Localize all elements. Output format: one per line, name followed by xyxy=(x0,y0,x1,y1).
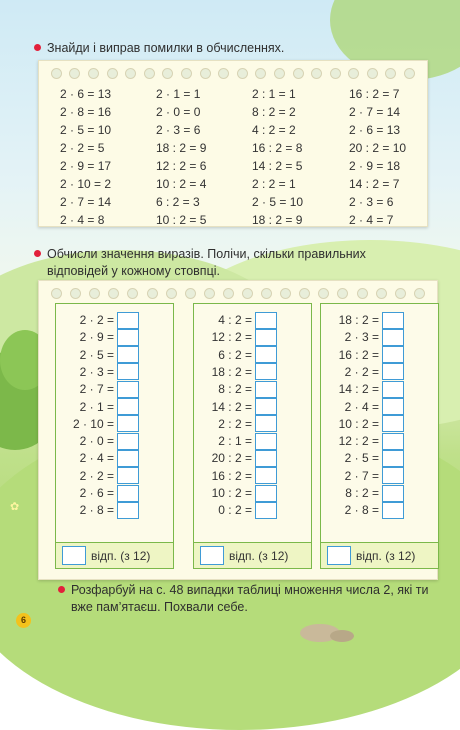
expression-row xyxy=(194,415,277,433)
equation-cell: 2 · 0 = 0 xyxy=(156,105,201,119)
card-hole xyxy=(147,288,158,299)
card-hole xyxy=(280,288,291,299)
expression-row xyxy=(321,449,404,467)
card-hole xyxy=(261,288,272,299)
equation-cell: 10 : 2 = 4 xyxy=(156,177,207,191)
expression-row xyxy=(56,398,139,416)
expression-text: 16 : 2 = xyxy=(211,468,252,483)
expression-row xyxy=(321,328,404,346)
correct-count-label: відп. (з 12) xyxy=(91,548,151,563)
answer-box[interactable] xyxy=(382,450,404,467)
expression-text: 2 : 2 = xyxy=(218,416,252,431)
expression-text: 12 : 2 = xyxy=(211,330,252,345)
expression-text: 2 · 0 = xyxy=(79,434,114,449)
card-hole xyxy=(293,68,304,79)
task1-instruction xyxy=(34,40,284,57)
card-holes xyxy=(39,288,437,299)
answer-box[interactable] xyxy=(255,485,277,502)
expression-text: 0 : 2 = xyxy=(218,503,252,518)
answer-box[interactable] xyxy=(117,415,139,432)
expression-row xyxy=(56,346,139,364)
expression-row xyxy=(321,501,404,519)
task2-column-1 xyxy=(55,303,174,569)
task2-column-3 xyxy=(320,303,439,569)
rock xyxy=(330,630,354,642)
answer-box[interactable] xyxy=(382,398,404,415)
task3-text-line1: Розфарбуй на с. 48 випадки таблиці множення числа 2, які ти xyxy=(71,583,429,597)
expression-row xyxy=(56,311,139,329)
expression-row xyxy=(321,467,404,485)
expression-text: 2 · 3 = xyxy=(344,330,379,345)
card-hole xyxy=(357,288,368,299)
expression-text: 2 · 2 = xyxy=(344,364,379,379)
equation-cell: 18 : 2 = 9 xyxy=(156,141,207,155)
expression-row xyxy=(321,415,404,433)
card-hole xyxy=(330,68,341,79)
expression-text: 2 · 2 = xyxy=(79,468,114,483)
equation-cell: 2 · 1 = 1 xyxy=(156,87,201,101)
expression-text: 18 : 2 = xyxy=(211,364,252,379)
answer-box[interactable] xyxy=(255,398,277,415)
expression-text: 20 : 2 = xyxy=(211,451,252,466)
card-hole xyxy=(166,288,177,299)
equation-cell: 2 · 4 = 7 xyxy=(349,213,394,227)
correct-count-bar xyxy=(56,542,173,568)
expression-row xyxy=(321,432,404,450)
task1-grid xyxy=(60,86,445,228)
expression-text: 12 : 2 = xyxy=(338,434,379,449)
expression-row xyxy=(321,380,404,398)
card-hole xyxy=(311,68,322,79)
task2-instruction xyxy=(34,246,366,280)
card-hole xyxy=(242,288,253,299)
answer-box[interactable] xyxy=(117,398,139,415)
card-hole xyxy=(89,288,100,299)
expression-row xyxy=(194,501,277,519)
card-hole xyxy=(127,288,138,299)
expression-row xyxy=(194,432,277,450)
page-number: 6 xyxy=(16,613,31,628)
expression-row xyxy=(194,380,277,398)
card-hole xyxy=(200,68,211,79)
expression-text: 2 · 7 = xyxy=(79,382,114,397)
expression-text: 2 · 7 = xyxy=(344,468,379,483)
expression-row xyxy=(56,501,139,519)
expression-text: 2 · 4 = xyxy=(344,399,379,414)
answer-box[interactable] xyxy=(255,346,277,363)
expression-row xyxy=(56,484,139,502)
expression-text: 6 : 2 = xyxy=(218,347,252,362)
equation-cell: 6 : 2 = 3 xyxy=(156,195,200,209)
answer-box[interactable] xyxy=(382,433,404,450)
card-hole xyxy=(376,288,387,299)
equation-cell: 12 : 2 = 6 xyxy=(156,159,207,173)
answer-box[interactable] xyxy=(117,363,139,380)
equation-cell: 2 · 3 = 6 xyxy=(156,123,201,137)
answer-box[interactable] xyxy=(255,329,277,346)
card-hole xyxy=(348,68,359,79)
expression-text: 16 : 2 = xyxy=(338,347,379,362)
answer-box[interactable] xyxy=(382,485,404,502)
equation-cell: 4 : 2 = 2 xyxy=(252,123,296,137)
expression-text: 2 · 5 = xyxy=(344,451,379,466)
answer-box[interactable] xyxy=(255,381,277,398)
expression-row xyxy=(56,380,139,398)
task2-column-2 xyxy=(193,303,312,569)
answer-box[interactable] xyxy=(117,450,139,467)
card-hole xyxy=(51,288,62,299)
equation-cell: 2 · 7 = 14 xyxy=(349,105,401,119)
card-hole xyxy=(385,68,396,79)
answer-box[interactable] xyxy=(382,467,404,484)
equation-cell: 2 · 5 = 10 xyxy=(60,123,112,137)
answer-box[interactable] xyxy=(382,312,404,329)
equation-cell: 2 · 5 = 10 xyxy=(252,195,304,209)
equation-cell: 18 : 2 = 9 xyxy=(252,213,303,227)
card-hole xyxy=(223,288,234,299)
correct-count-bar xyxy=(321,542,438,568)
expression-row xyxy=(194,328,277,346)
equation-cell: 10 : 2 = 5 xyxy=(156,213,207,227)
task3-text-line2: вже пам’ятаєш. Похвали себе. xyxy=(71,600,248,614)
expression-row xyxy=(56,363,139,381)
answer-box[interactable] xyxy=(117,346,139,363)
equation-cell: 2 · 10 = 2 xyxy=(60,177,112,191)
correct-count-box[interactable] xyxy=(62,546,86,565)
expression-text: 4 : 2 = xyxy=(218,313,252,327)
card-hole xyxy=(395,288,406,299)
answer-box[interactable] xyxy=(255,312,277,329)
card-hole xyxy=(255,68,266,79)
expression-text: 2 · 8 = xyxy=(344,503,379,518)
card-hole xyxy=(70,288,81,299)
expression-text: 2 · 8 = xyxy=(79,503,114,518)
expression-text: 2 · 3 = xyxy=(79,364,114,379)
answer-box[interactable] xyxy=(117,433,139,450)
expression-row xyxy=(56,328,139,346)
expression-row xyxy=(321,398,404,416)
expression-text: 2 · 5 = xyxy=(79,347,114,362)
answer-box[interactable] xyxy=(382,363,404,380)
answer-box[interactable] xyxy=(382,381,404,398)
answer-box[interactable] xyxy=(117,312,139,329)
equation-cell: 2 · 3 = 6 xyxy=(349,195,394,209)
equation-cell: 2 · 7 = 14 xyxy=(60,195,112,209)
task2-text-line1: Обчисли значення виразів. Полічи, скільки правильних xyxy=(47,247,366,261)
answer-box[interactable] xyxy=(382,329,404,346)
expression-row xyxy=(194,398,277,416)
expression-text: 2 : 1 = xyxy=(218,434,252,449)
correct-count-label: відп. (з 12) xyxy=(356,548,416,563)
correct-count-label: відп. (з 12) xyxy=(229,548,289,563)
expression-row xyxy=(321,363,404,381)
expression-row xyxy=(56,415,139,433)
equation-cell: 2 · 6 = 13 xyxy=(60,87,112,101)
card-hole xyxy=(318,288,329,299)
expression-text: 2 · 4 = xyxy=(79,451,114,466)
card-hole xyxy=(299,288,310,299)
answer-box[interactable] xyxy=(382,415,404,432)
card-hole xyxy=(414,288,425,299)
card-hole xyxy=(51,68,62,79)
task2-text-line2: відповідей у кожному стовпці. xyxy=(47,264,220,278)
bullet-dot xyxy=(34,44,41,51)
expression-row xyxy=(56,467,139,485)
equation-cell: 8 : 2 = 2 xyxy=(252,105,296,119)
expression-text: 14 : 2 = xyxy=(211,399,252,414)
card-holes xyxy=(39,68,427,79)
answer-box[interactable] xyxy=(117,381,139,398)
card-hole xyxy=(337,288,348,299)
task3-instruction xyxy=(58,582,428,616)
equation-cell: 2 : 2 = 1 xyxy=(252,177,296,191)
answer-box[interactable] xyxy=(382,346,404,363)
answer-box[interactable] xyxy=(117,467,139,484)
task1-text: Знайди і виправ помилки в обчисленнях. xyxy=(47,41,285,55)
card-hole xyxy=(88,68,99,79)
answer-box[interactable] xyxy=(255,502,277,519)
answer-box[interactable] xyxy=(255,363,277,380)
card-hole xyxy=(144,68,155,79)
equation-cell: 2 · 9 = 17 xyxy=(60,159,112,173)
card-hole xyxy=(125,68,136,79)
equation-cell: 16 : 2 = 7 xyxy=(349,87,400,101)
expression-row xyxy=(321,346,404,364)
equation-cell: 20 : 2 = 10 xyxy=(349,141,407,155)
expression-text: 14 : 2 = xyxy=(338,382,379,397)
answer-box[interactable] xyxy=(117,485,139,502)
expression-row xyxy=(56,449,139,467)
answer-box[interactable] xyxy=(255,433,277,450)
expression-text: 2 · 2 = xyxy=(79,313,114,327)
expression-row xyxy=(321,311,404,329)
expression-text: 2 · 1 = xyxy=(79,399,114,414)
equation-cell: 2 · 6 = 13 xyxy=(349,123,401,137)
answer-box[interactable] xyxy=(255,415,277,432)
expression-text: 8 : 2 = xyxy=(218,382,252,397)
card-hole xyxy=(162,68,173,79)
expression-row xyxy=(194,346,277,364)
card-hole xyxy=(274,68,285,79)
expression-row xyxy=(194,449,277,467)
correct-count-bar xyxy=(194,542,311,568)
equation-cell: 14 : 2 = 5 xyxy=(252,159,303,173)
expression-row xyxy=(194,363,277,381)
flower-icon: ✿ xyxy=(10,501,20,513)
card-hole xyxy=(367,68,378,79)
expression-row xyxy=(321,484,404,502)
answer-box[interactable] xyxy=(255,467,277,484)
card-hole xyxy=(181,68,192,79)
expression-row xyxy=(56,432,139,450)
card-hole xyxy=(237,68,248,79)
card-hole xyxy=(218,68,229,79)
expression-text: 2 · 6 = xyxy=(79,486,114,500)
equation-cell: 2 · 4 = 8 xyxy=(60,213,105,227)
expression-text: 10 : 2 = xyxy=(338,416,379,431)
bullet-dot xyxy=(58,586,65,593)
card-hole xyxy=(185,288,196,299)
equation-cell: 14 : 2 = 7 xyxy=(349,177,400,191)
expression-row xyxy=(194,467,277,485)
expression-text: 10 : 2 = xyxy=(211,486,252,500)
equation-cell: 2 · 2 = 5 xyxy=(60,141,105,155)
card-hole xyxy=(108,288,119,299)
card-hole xyxy=(204,288,215,299)
expression-row xyxy=(194,484,277,502)
expression-row xyxy=(194,311,277,329)
answer-box[interactable] xyxy=(255,450,277,467)
card-hole xyxy=(404,68,415,79)
answer-box[interactable] xyxy=(382,502,404,519)
expression-text: 2 · 10 = xyxy=(72,416,114,431)
equation-cell: 2 · 9 = 18 xyxy=(349,159,401,173)
expression-text: 8 : 2 = xyxy=(345,486,379,500)
expression-text: 18 : 2 = xyxy=(338,313,379,327)
equation-cell: 2 : 1 = 1 xyxy=(252,87,296,101)
card-hole xyxy=(107,68,118,79)
equation-cell: 16 : 2 = 8 xyxy=(252,141,303,155)
answer-box[interactable] xyxy=(117,502,139,519)
expression-text: 2 · 9 = xyxy=(79,330,114,345)
equation-cell: 2 · 8 = 16 xyxy=(60,105,112,119)
card-hole xyxy=(69,68,80,79)
correct-count-box[interactable] xyxy=(200,546,224,565)
correct-count-box[interactable] xyxy=(327,546,351,565)
bullet-dot xyxy=(34,250,41,257)
answer-box[interactable] xyxy=(117,329,139,346)
